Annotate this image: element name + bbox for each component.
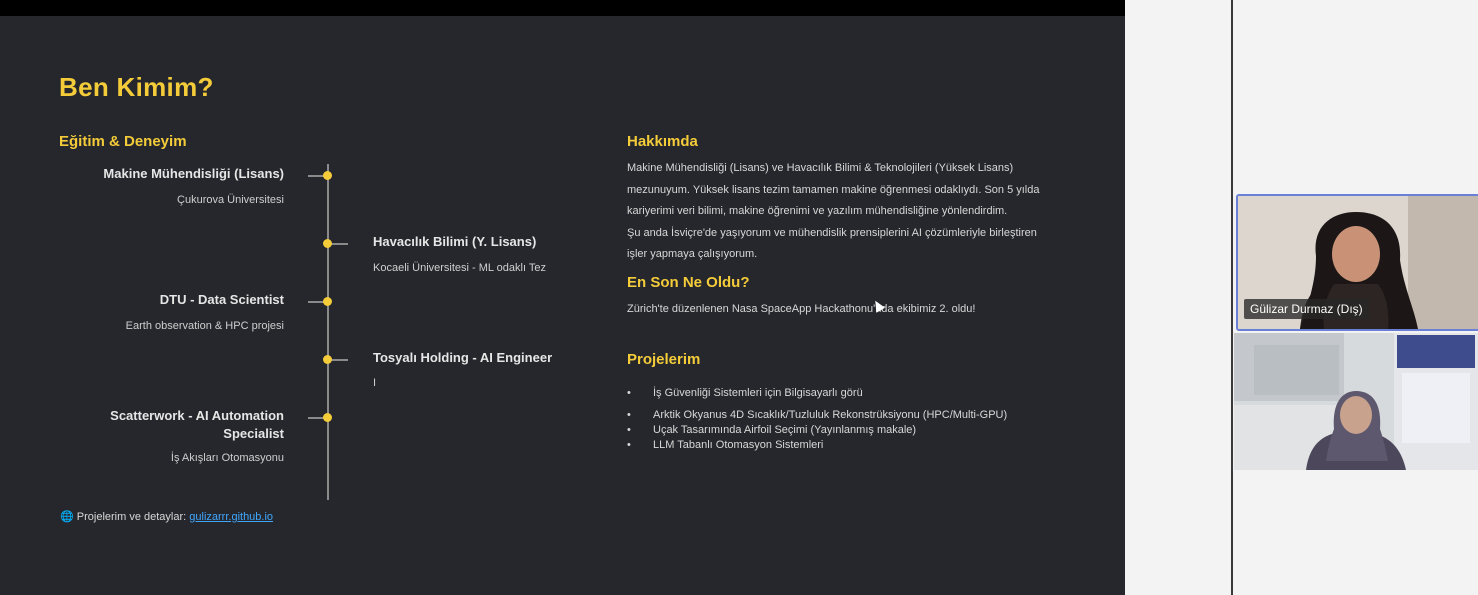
about-line: Makine Mühendisliği (Lisans) ve Havacılık Bilimi & Teknolojileri (Yüksek Lisans) (627, 162, 1014, 174)
timeline-item-title: Havacılık Bilimi (Y. Lisans) (373, 234, 537, 249)
participant-video-tile[interactable] (1236, 194, 1478, 331)
participant-video-tile[interactable] (1234, 333, 1478, 470)
project-item: • İş Güvenliği Sistemleri için Bilgisayarlı görü (627, 387, 863, 399)
github-link[interactable]: gulizarrr.github.io (189, 511, 274, 523)
news-text: Zürich'te düzenlenen Nasa SpaceApp Hackathonu'nda ekibimiz 2. oldu! (627, 303, 976, 315)
about-heading: Hakkımda (627, 133, 698, 150)
projects-list (627, 386, 1007, 453)
project-item: • LLM Tabanlı Otomasyon Sistemleri (627, 439, 824, 451)
education-heading: Eğitim & Deneyim (59, 133, 187, 150)
participant-name-tag: Gülizar Durmaz (Dış) (1244, 299, 1369, 319)
timeline-item-title: DTU - Data Scientist (159, 292, 284, 307)
about-line: kariyerimi veri bilimi, makine öğrenimi ve yazılım mühendisliğine yönlendirdim. (627, 205, 1008, 217)
about-line: işler yapmaya çalışıyorum. (627, 248, 758, 260)
bullet-icon: • (627, 439, 631, 451)
bullet-icon: • (627, 387, 631, 399)
slide-title: Ben Kimim? (59, 72, 214, 102)
footer-label: Projelerim ve detaylar: (76, 511, 187, 523)
timeline-dot (323, 413, 332, 422)
shared-slide (0, 16, 1125, 595)
timeline-line (327, 164, 329, 500)
gallery-gap (1125, 0, 1231, 595)
timeline-item-title: Scatterwork - AI Automation Specialist (110, 408, 284, 441)
about-line: mezunuyum. Yüksek lisans tezim tamamen makine öğrenmesi odaklıydı. Son 5 yılda (627, 183, 1040, 196)
about-line: Şu anda İsviçre'de yaşıyorum ve mühendislik prensiplerini AI çözümleriyle birleştiren (627, 226, 1037, 239)
about-text (627, 158, 1097, 266)
participant-background (1234, 333, 1478, 470)
timeline-item-title: Tosyalı Holding - AI Engineer (373, 350, 553, 365)
presentation-top-bar (0, 0, 1125, 16)
projects-heading: Projelerim (627, 351, 701, 368)
bullet-icon: • (627, 409, 631, 421)
timeline-item-sub: Çukurova Üniversitesi (177, 194, 284, 206)
footer-links (60, 510, 273, 523)
timeline-dot (323, 297, 332, 306)
news-heading: En Son Ne Oldu? (627, 274, 750, 291)
timeline-item-sub: Earth observation & HPC projesi (125, 320, 284, 332)
bullet-icon: • (627, 424, 631, 436)
timeline-item-title: Makine Mühendisliği (Lisans) (103, 166, 284, 181)
globe-icon: 🌐 (60, 511, 74, 523)
timeline-item-sub: İş Akışları Otomasyonu (170, 452, 284, 464)
timeline-dot (323, 171, 332, 180)
timeline-dot (323, 355, 332, 364)
timeline-item-sub: Kocaeli Üniversitesi - ML odaklı Tez (373, 262, 547, 274)
project-item: • Arktik Okyanus 4D Sıcaklık/Tuzluluk Rekonstrüksiyonu (HPC/Multi-GPU) (627, 409, 1008, 421)
project-item: • Uçak Tasarımında Airfoil Seçimi (Yayınlanmış makale) (627, 424, 917, 436)
timeline-item-sub: I (373, 377, 377, 389)
timeline-dot (323, 239, 332, 248)
